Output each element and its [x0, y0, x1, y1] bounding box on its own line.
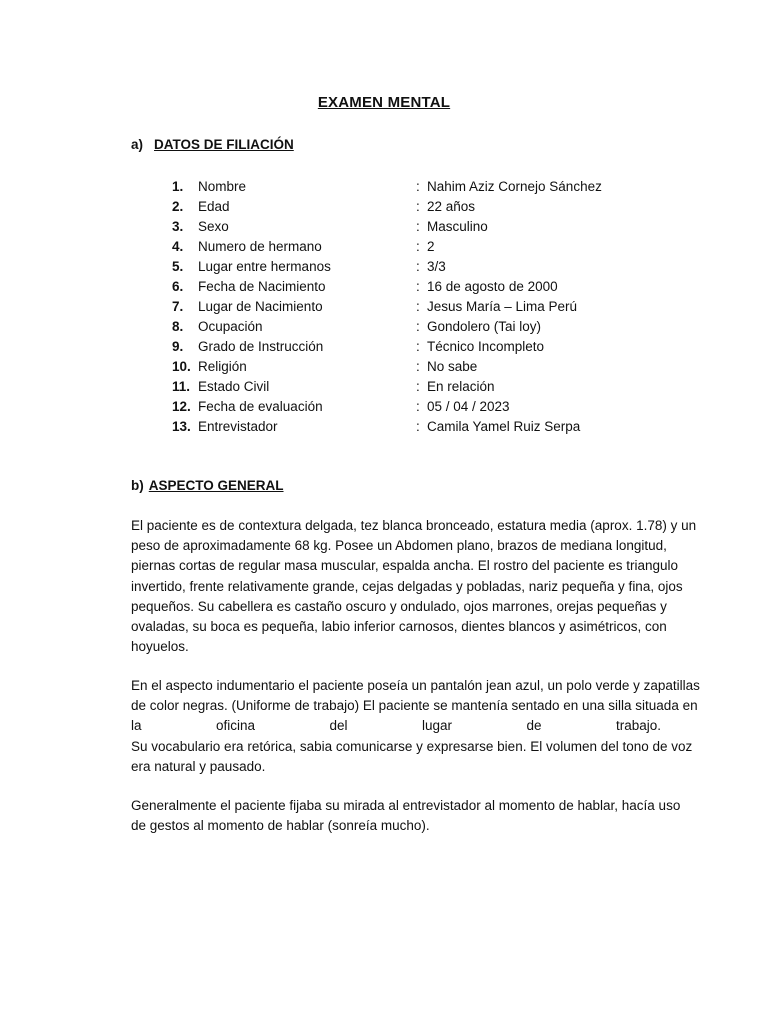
filiacion-label: Ocupación — [198, 319, 263, 334]
filiacion-colon: : — [416, 279, 420, 294]
paragraph-line: En el aspecto indumentario el paciente poseía un pantalón jean azul, un polo verde y zapatillas — [131, 678, 700, 693]
filiacion-number: 11. — [172, 379, 191, 394]
section-b-marker: b) — [131, 478, 144, 493]
filiacion-number: 2. — [172, 199, 184, 214]
section-b-title: ASPECTO GENERAL — [148, 478, 284, 493]
paragraph-line: invertido, frente relativamente grande, cejas delgadas y pobladas, nariz pequeña y fina, ojos — [131, 578, 683, 594]
filiacion-number: 1. — [172, 179, 184, 194]
filiacion-row — [172, 237, 632, 257]
section-a-heading — [131, 137, 294, 152]
filiacion-label: Estado Civil — [198, 379, 270, 394]
filiacion-number: 8. — [172, 319, 184, 334]
filiacion-colon: : — [416, 339, 420, 354]
section-a-marker: a) — [131, 137, 144, 152]
filiacion-number: 5. — [172, 259, 184, 274]
paragraph-line: ovaladas, su boca es pequeña, labio inferior carnosos, dientes blancos y asimétricos, con — [131, 619, 667, 635]
paragraph-clothing-behavior — [131, 676, 700, 777]
paragraph-line: peso de aproximadamente 68 kg. Posee un Abdomen plano, brazos de mediana longitud, — [131, 538, 667, 554]
filiacion-row — [172, 317, 632, 337]
filiacion-row — [172, 297, 632, 317]
filiacion-label: Fecha de evaluación — [198, 399, 323, 414]
filiacion-label: Grado de Instrucción — [198, 339, 324, 354]
filiacion-number: 7. — [172, 299, 184, 314]
filiacion-label: Numero de hermano — [198, 239, 322, 254]
paragraph-line: la oficina del lugar de trabajo. — [131, 718, 661, 734]
filiacion-colon: : — [416, 319, 420, 334]
filiacion-row — [172, 357, 632, 377]
filiacion-row — [172, 397, 632, 417]
paragraph-line: Su vocabulario era retórica, sabia comunicarse y expresarse bien. El volumen del tono de voz — [131, 738, 693, 754]
paragraph-line: hoyuelos. — [131, 639, 189, 655]
filiacion-label: Nombre — [198, 179, 247, 194]
filiacion-value: Masculino — [427, 219, 488, 234]
page-title: EXAMEN MENTAL — [317, 94, 451, 111]
paragraph-line: Generalmente el paciente fijaba su mirada al entrevistador al momento de hablar, hacía uso — [131, 798, 681, 813]
filiacion-value: 3/3 — [427, 259, 446, 274]
filiacion-number: 10. — [172, 359, 191, 374]
filiacion-value: Camila Yamel Ruiz Serpa — [427, 419, 581, 434]
filiacion-value: En relación — [427, 379, 495, 394]
filiacion-row — [172, 277, 632, 297]
filiacion-value: 05 / 04 / 2023 — [427, 399, 510, 414]
section-b-heading — [131, 478, 284, 493]
filiacion-colon: : — [416, 259, 420, 274]
filiacion-value: Gondolero (Tai loy) — [427, 319, 542, 334]
filiacion-row — [172, 377, 632, 397]
filiacion-colon: : — [416, 199, 420, 214]
filiacion-label: Lugar de Nacimiento — [198, 299, 323, 314]
filiacion-colon: : — [416, 239, 420, 254]
filiacion-colon: : — [416, 179, 420, 194]
filiacion-label: Lugar entre hermanos — [198, 259, 331, 274]
filiacion-value: 16 de agosto de 2000 — [427, 279, 558, 294]
filiacion-number: 13. — [172, 419, 191, 434]
filiacion-value: 22 años — [427, 199, 476, 214]
filiacion-row — [172, 217, 632, 237]
paragraph-line: de gestos al momento de hablar (sonreía mucho). — [131, 818, 430, 834]
filiacion-number: 12. — [172, 399, 191, 414]
paragraph-line: de color negras. (Uniforme de trabajo) El paciente se mantenía sentado en una silla situada en — [131, 698, 698, 714]
filiacion-label: Religión — [198, 359, 247, 374]
filiacion-row — [172, 337, 632, 357]
filiacion-label: Fecha de Nacimiento — [198, 279, 326, 294]
paragraph-line: pequeños. Su cabellera es castaño oscuro y ondulado, ojos marrones, orejas pequeñas y — [131, 598, 667, 614]
filiacion-value: Jesus María – Lima Perú — [427, 299, 578, 314]
filiacion-colon: : — [416, 219, 420, 234]
filiacion-number: 6. — [172, 279, 184, 294]
filiacion-value: Técnico Incompleto — [427, 339, 545, 354]
filiacion-colon: : — [416, 419, 420, 434]
paragraph-gaze-gestures — [131, 796, 681, 836]
filiacion-colon: : — [416, 359, 420, 374]
filiacion-label: Entrevistador — [198, 419, 278, 434]
filiacion-value: No sabe — [427, 359, 478, 374]
filiacion-colon: : — [416, 299, 420, 314]
filiacion-value: Nahim Aziz Cornejo Sánchez — [427, 179, 602, 194]
filiacion-row — [172, 257, 632, 277]
section-a-title: DATOS DE FILIACIÓN — [154, 137, 294, 152]
paragraph-line: era natural y pausado. — [131, 758, 266, 774]
filiacion-value: 2 — [427, 239, 435, 254]
filiacion-colon: : — [416, 379, 420, 394]
filiacion-label: Edad — [198, 199, 230, 214]
filiacion-row — [172, 177, 632, 197]
filiacion-row — [172, 197, 632, 217]
paragraph-line: piernas cortas de regular masa muscular, espalda ancha. El rostro del paciente es triangulo — [131, 558, 679, 574]
paragraph-line: El paciente es de contextura delgada, tez blanca bronceado, estatura media (aprox. 1.78) y un — [131, 518, 697, 533]
filiacion-label: Sexo — [198, 219, 229, 234]
filiacion-number: 9. — [172, 339, 184, 354]
filiacion-list — [172, 177, 632, 437]
filiacion-number: 4. — [172, 239, 184, 254]
filiacion-colon: : — [416, 399, 420, 414]
paragraph-physical-description — [131, 516, 697, 657]
filiacion-number: 3. — [172, 219, 184, 234]
filiacion-row — [172, 417, 632, 437]
